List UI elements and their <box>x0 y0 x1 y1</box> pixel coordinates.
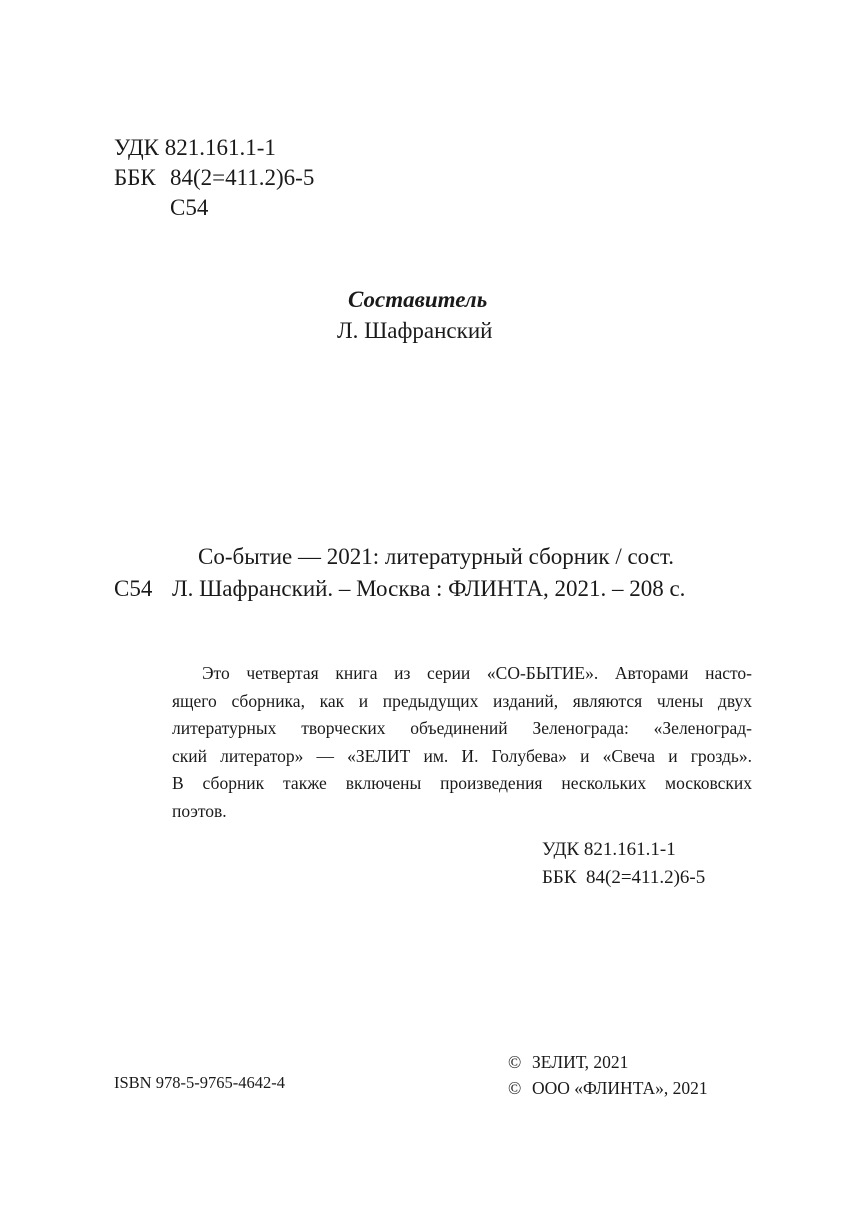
isbn: ISBN 978-5-9765-4642-4 <box>114 1073 285 1092</box>
udk-code-bottom: УДК 821.161.1-1 <box>542 839 676 860</box>
copyright-symbol: © <box>508 1052 522 1072</box>
copyright-line <box>508 1049 708 1075</box>
copyright-symbol: © <box>508 1078 522 1098</box>
annotation-line: ящего сборника, как и предыдущих изданий, являются члены двух <box>172 690 752 711</box>
author-sign: С54 <box>170 195 209 220</box>
bbk-code: 84(2=411.2)6-5 <box>170 165 315 190</box>
compiler-name: Л. Шафранский <box>337 318 493 343</box>
copyright-holder: ЗЕЛИТ, 2021 <box>532 1052 629 1072</box>
compiler-label: Составитель <box>348 287 488 312</box>
annotation-line: литературных творческих объединений Зеленограда: «Зеленоград- <box>172 718 752 738</box>
copyright-block <box>508 1049 708 1101</box>
bibliographic-sign: С54 <box>114 576 153 601</box>
classification-bottom <box>542 836 705 892</box>
bibliographic-line-1: Со-бытие — 2021: литературный сборник / сост. <box>198 544 675 569</box>
bbk-row <box>114 163 314 193</box>
udk-code: УДК 821.161.1-1 <box>114 135 276 160</box>
classification-top <box>114 133 314 223</box>
annotation-line: ский литератор» — «ЗЕЛИТ им. И. Голубева» и «Свеча и гроздь». <box>172 745 752 766</box>
bbk-key: ББК <box>114 165 156 190</box>
bibliographic-line-2: Л. Шафранский. – Москва : ФЛИНТА, 2021. – 208 с. <box>172 576 686 601</box>
copyright-line <box>508 1075 708 1101</box>
annotation-line: поэтов. <box>172 800 227 821</box>
annotation-line: В сборник также включены произведения нескольких московских <box>172 773 752 793</box>
annotation-line: Это четвертая книга из серии «СО-БЫТИЕ». Авторами насто- <box>202 663 752 683</box>
copyright-holder: ООО «ФЛИНТА», 2021 <box>532 1078 708 1098</box>
bbk-code-bottom: ББК 84(2=411.2)6-5 <box>542 867 706 888</box>
annotation <box>172 660 752 825</box>
